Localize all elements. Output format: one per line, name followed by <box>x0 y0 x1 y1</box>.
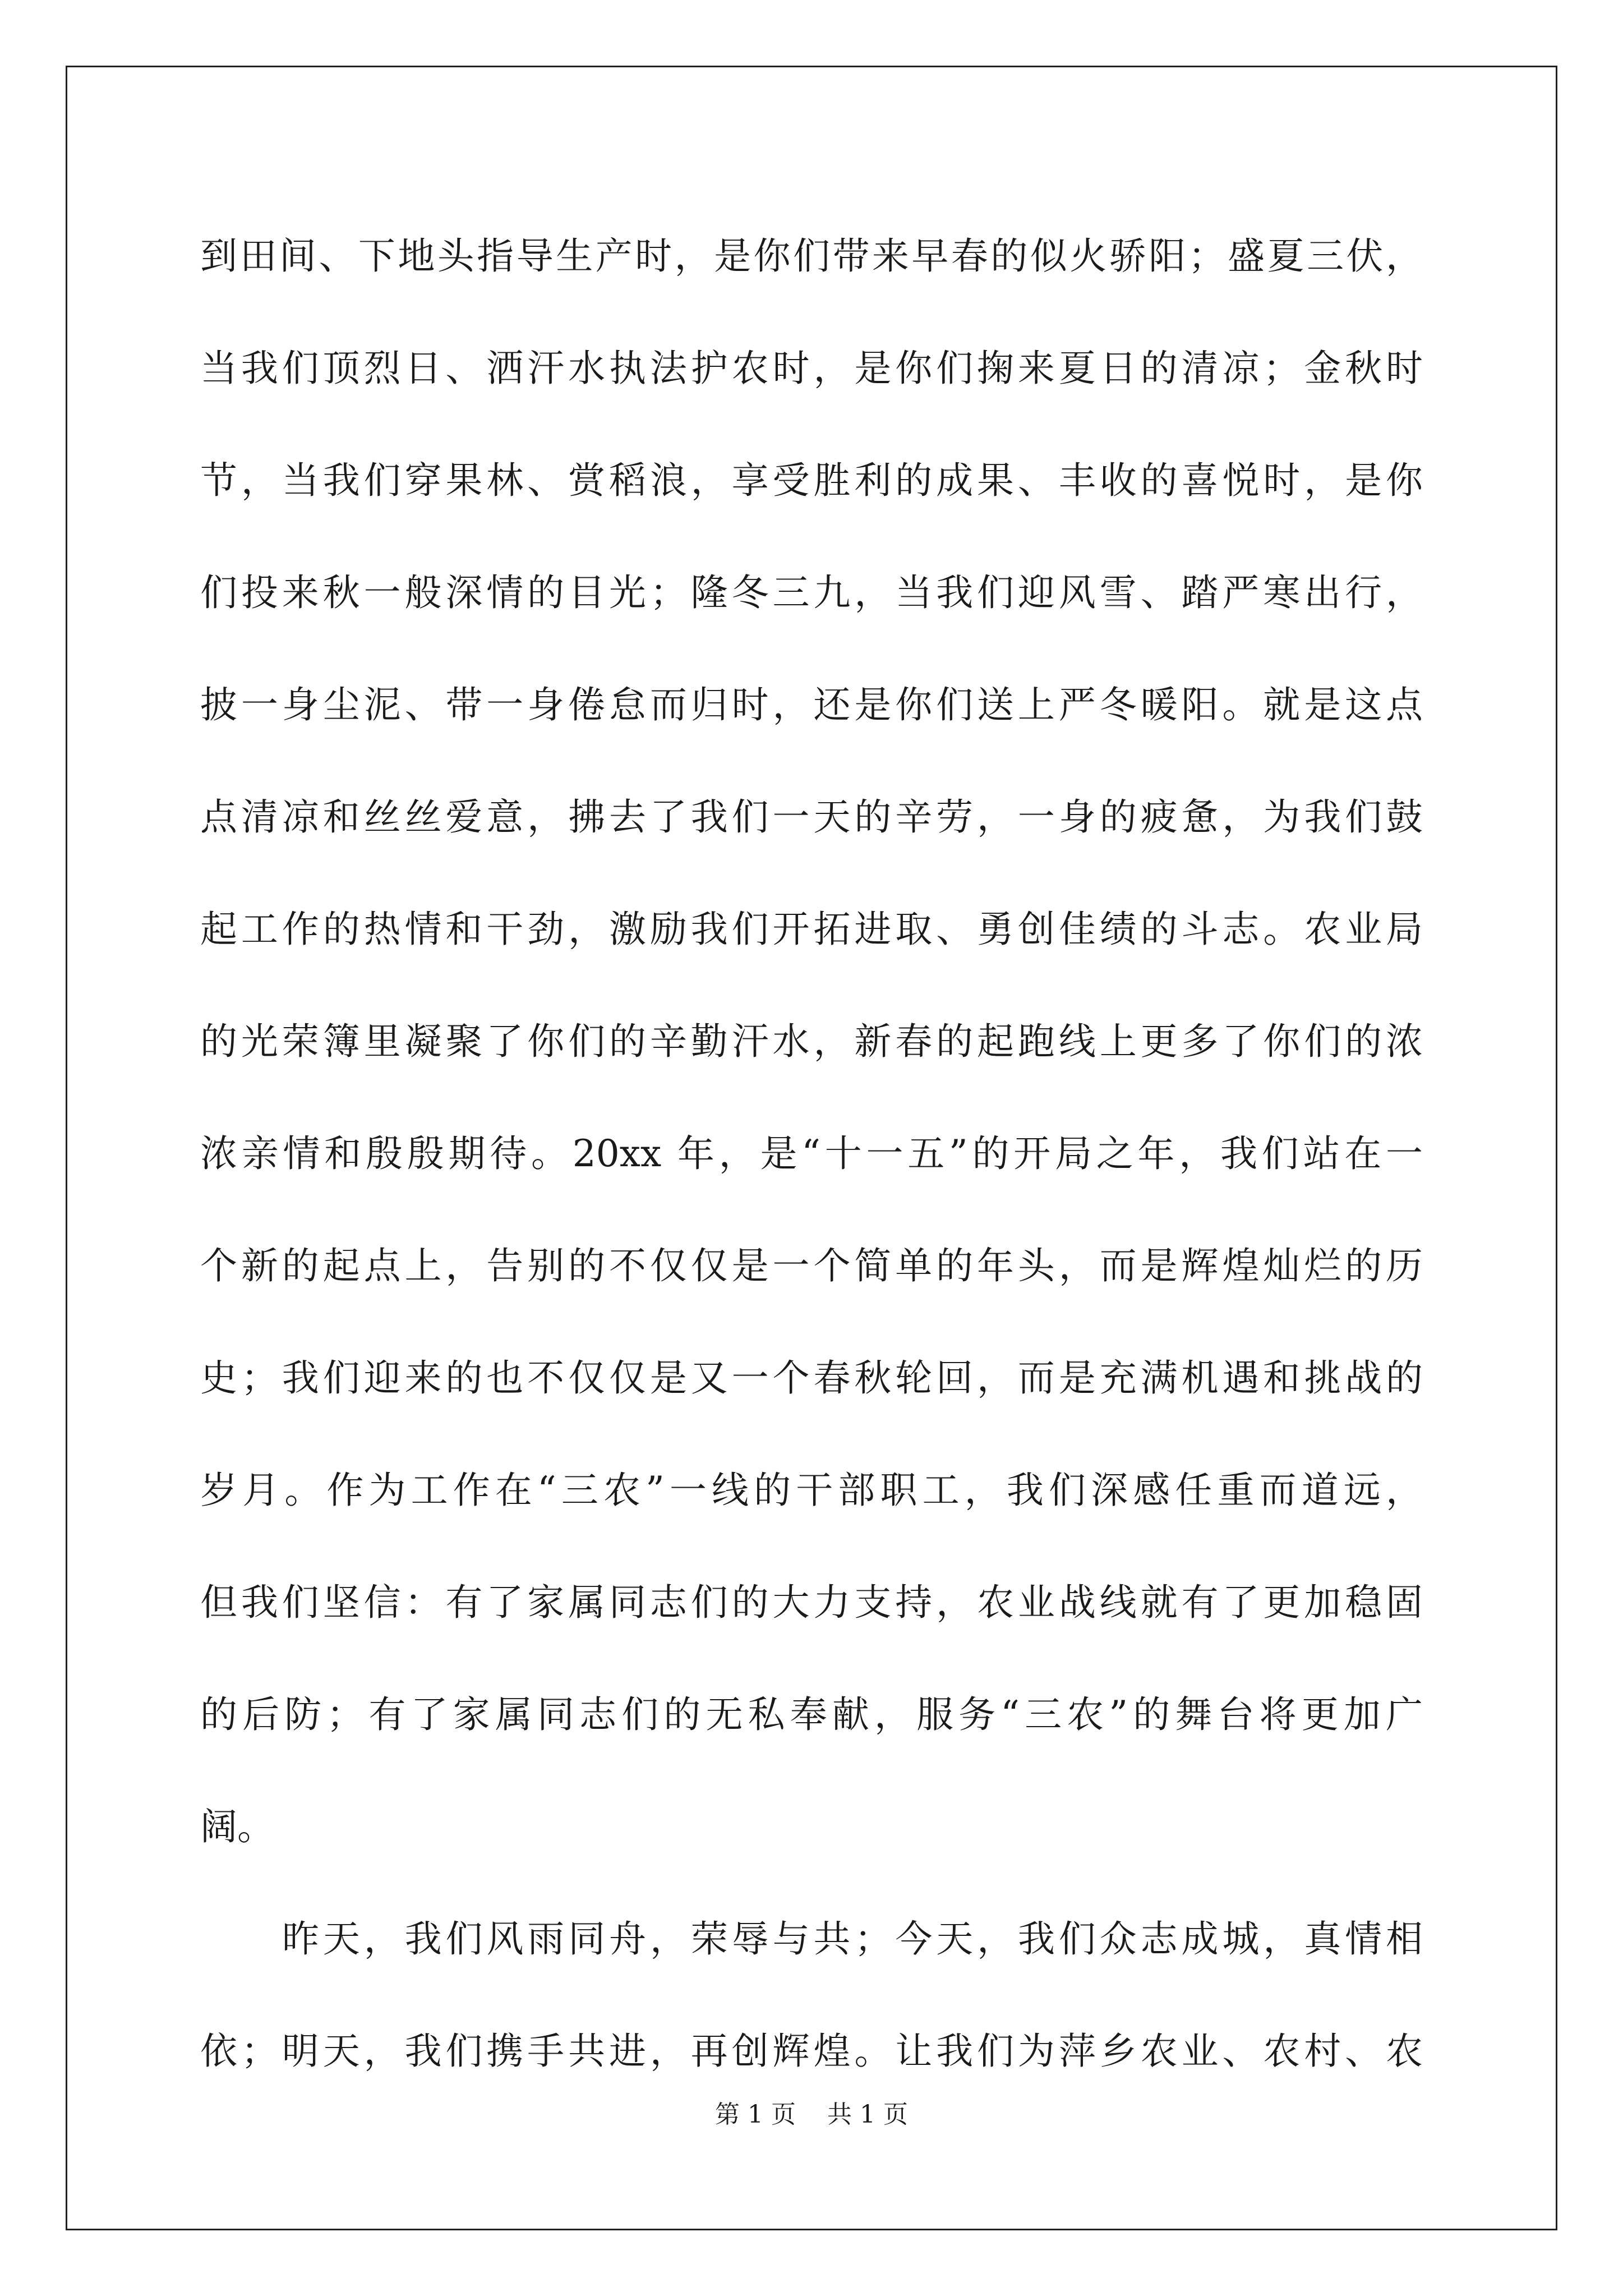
text-line: 依；明天，我们携手共进，再创辉煌。让我们为萍乡农业、农村、农 <box>200 2030 1423 2073</box>
text-line: 的光荣簿里凝聚了你们的辛勤汗水，新春的起跑线上更多了你们的浓 <box>200 1020 1423 1063</box>
page-count: 共 1 页 <box>827 2100 908 2129</box>
text-line: 当我们顶烈日、洒汗水执法护农时，是你们掬来夏日的清凉；金秋时 <box>200 347 1423 390</box>
text-line: 披一身尘泥、带一身倦怠而归时，还是你们送上严冬暖阳。就是这点 <box>200 683 1423 726</box>
text-line: 起工作的热情和干劲，激励我们开拓进取、勇创佳绩的斗志。农业局 <box>200 908 1423 951</box>
page-number: 第 1 页 <box>715 2100 796 2129</box>
text-line: 到田间、下地头指导生产时，是你们带来早春的似火骄阳；盛夏三伏， <box>200 234 1423 278</box>
text-line: 岁月。作为工作在“三农”一线的干部职工，我们深感任重而道远， <box>200 1469 1423 1512</box>
text-line: 个新的起点上，告别的不仅仅是一个简单的年头，而是辉煌灿烂的历 <box>200 1244 1423 1287</box>
text-line: 节，当我们穿果林、赏稻浪，享受胜利的成果、丰收的喜悦时，是你 <box>200 459 1423 502</box>
page-footer <box>0 2098 1623 2132</box>
text-line: 但我们坚信：有了家属同志们的大力支持，农业战线就有了更加稳固 <box>200 1581 1423 1624</box>
text-line: 浓亲情和殷殷期待。20xx 年，是“十一五”的开局之年，我们站在一 <box>200 1132 1423 1175</box>
text-line: 昨天，我们风雨同舟，荣辱与共；今天，我们众志成城，真情相 <box>282 1917 1423 1961</box>
text-line: 点清凉和丝丝爱意，拂去了我们一天的辛劳，一身的疲惫，为我们鼓 <box>200 795 1423 839</box>
text-line: 们投来秋一般深情的目光；隆冬三九，当我们迎风雪、踏严寒出行， <box>200 571 1423 614</box>
text-line: 阔。 <box>200 1805 274 1848</box>
text-line: 的后防；有了家属同志们的无私奉献，服务“三农”的舞台将更加广 <box>200 1693 1423 1736</box>
text-line: 史；我们迎来的也不仅仅是又一个春秋轮回，而是充满机遇和挑战的 <box>200 1356 1423 1400</box>
